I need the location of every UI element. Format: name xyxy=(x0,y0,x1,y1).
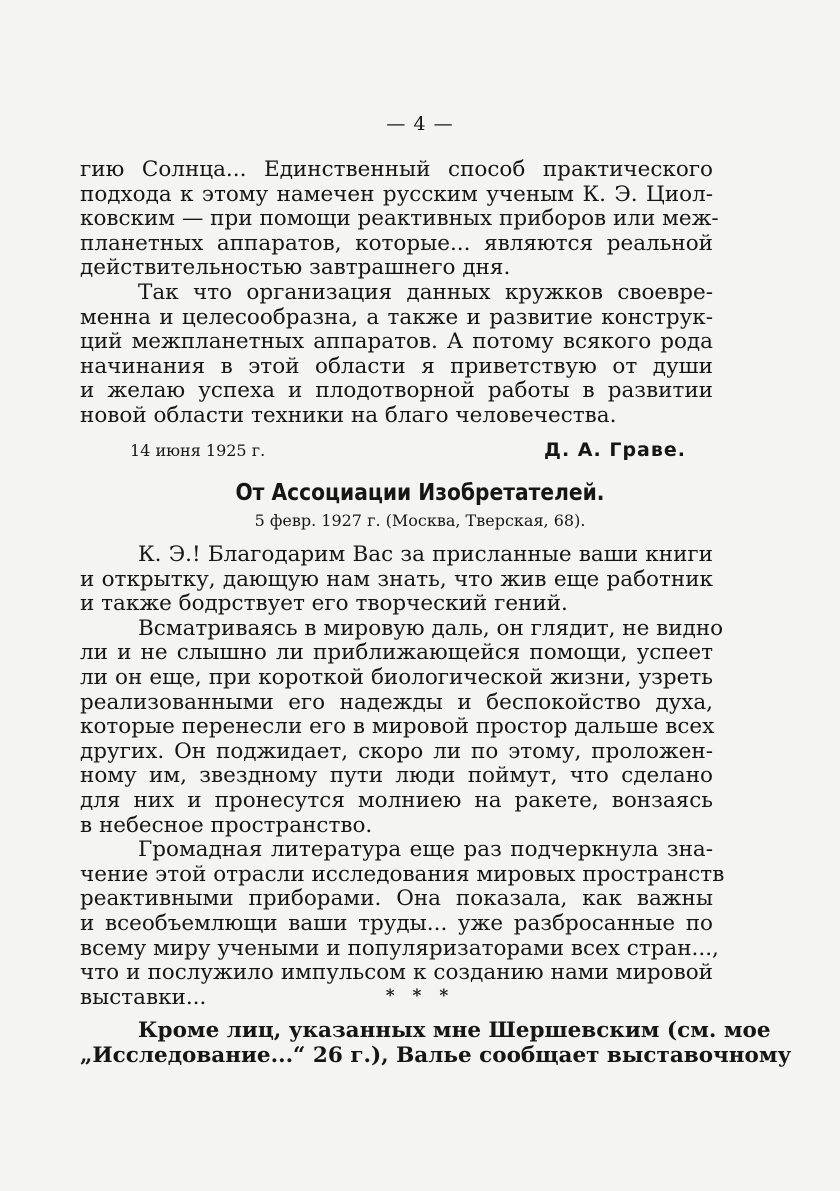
text-line: других. Он поджидает, скоро ли по этому, проложен- xyxy=(80,738,713,764)
text-line: действительностью завтрашнего дня. xyxy=(80,255,511,281)
text-line: „Исследование...“ 26 г.), Валье сообщает выставочному xyxy=(80,1042,792,1068)
text-line: подхода к этому намечен русским ученым К. Э. Циол- xyxy=(80,181,713,207)
text-line: гию Солнца... Единственный способ практического xyxy=(80,157,713,182)
text-line: всему миру учеными и популяризаторами всех стран..., xyxy=(80,935,719,961)
text-line: ций межпланетных аппаратов. А потому всякого рода xyxy=(80,329,713,355)
page-number: — 4 — xyxy=(386,113,454,135)
text-line: ному им, звездному пути люди поймут, что сделано xyxy=(80,763,713,789)
text-line: и всеобъемлющи ваши труды... уже разбросанные по xyxy=(80,910,713,936)
section-title: От Ассоциации Изобретателей. xyxy=(235,480,605,506)
text-line: ли он еще, при короткой биологической жизни, узреть xyxy=(80,664,713,690)
text-line: К. Э.! Благодарим Вас за присланные ваши книги xyxy=(138,542,713,567)
text-line: реактивными приборами. Она показала, как важны xyxy=(80,886,713,912)
text-line: планетных аппаратов, которые... являются реальной xyxy=(80,230,713,256)
text-line: ковским — при помощи реактивных приборов или меж- xyxy=(80,206,719,232)
text-line: чение этой отрасли исследования мировых пространств xyxy=(80,861,725,887)
text-line: Так что организация данных кружков своевре- xyxy=(138,279,713,305)
text-line: менна и целесообразна, а также и развитие конструк- xyxy=(80,304,713,330)
text-line: Кроме лиц, указанных мне Шершевским (см. мое xyxy=(138,1018,771,1043)
text-line: выставки... xyxy=(80,984,207,1010)
signature-line xyxy=(130,439,686,461)
text-line: ли и не слышно ли приближающейся помощи, успеет xyxy=(80,640,713,666)
text-line: начинания в этой области я приветствую от души xyxy=(80,353,713,379)
text-line: и также бодрствует его творческий гений. xyxy=(80,591,568,617)
paragraph-block-bottom xyxy=(80,1018,792,1068)
text-line: Всматриваясь в мировую даль, он глядит, не видно xyxy=(138,615,724,641)
text-line: которые перенесли его в мировой простор дальше всех xyxy=(80,714,715,740)
signature-name: Д. А. Граве. xyxy=(544,439,686,461)
signature-date: 14 июня 1925 г. xyxy=(130,441,266,460)
section-subtitle: 5 февр. 1927 г. (Москва, Тверская, 68). xyxy=(254,511,586,530)
paragraph-block-letter xyxy=(80,542,725,1010)
text-line: новой области техники на благо человечества. xyxy=(80,402,617,428)
text-line: что и послужило импульсом к созданию нами мировой xyxy=(80,960,713,986)
text-line: в небесное пространство. xyxy=(80,812,373,838)
section-separator: * * * xyxy=(385,986,455,1006)
text-line: Громадная литература еще раз подчеркнула зна- xyxy=(138,837,713,863)
text-line: и желаю успеха и плодотворной работы в развитии xyxy=(80,378,713,404)
text-line: для них и пронесутся молниею на ракете, вонзаясь xyxy=(80,787,713,813)
text-line: и открытку, дающую нам знать, что жив еще работник xyxy=(80,566,713,592)
text-line: реализованными его надежды и беспокойство духа, xyxy=(80,689,713,715)
paragraph-block-top xyxy=(80,157,719,429)
